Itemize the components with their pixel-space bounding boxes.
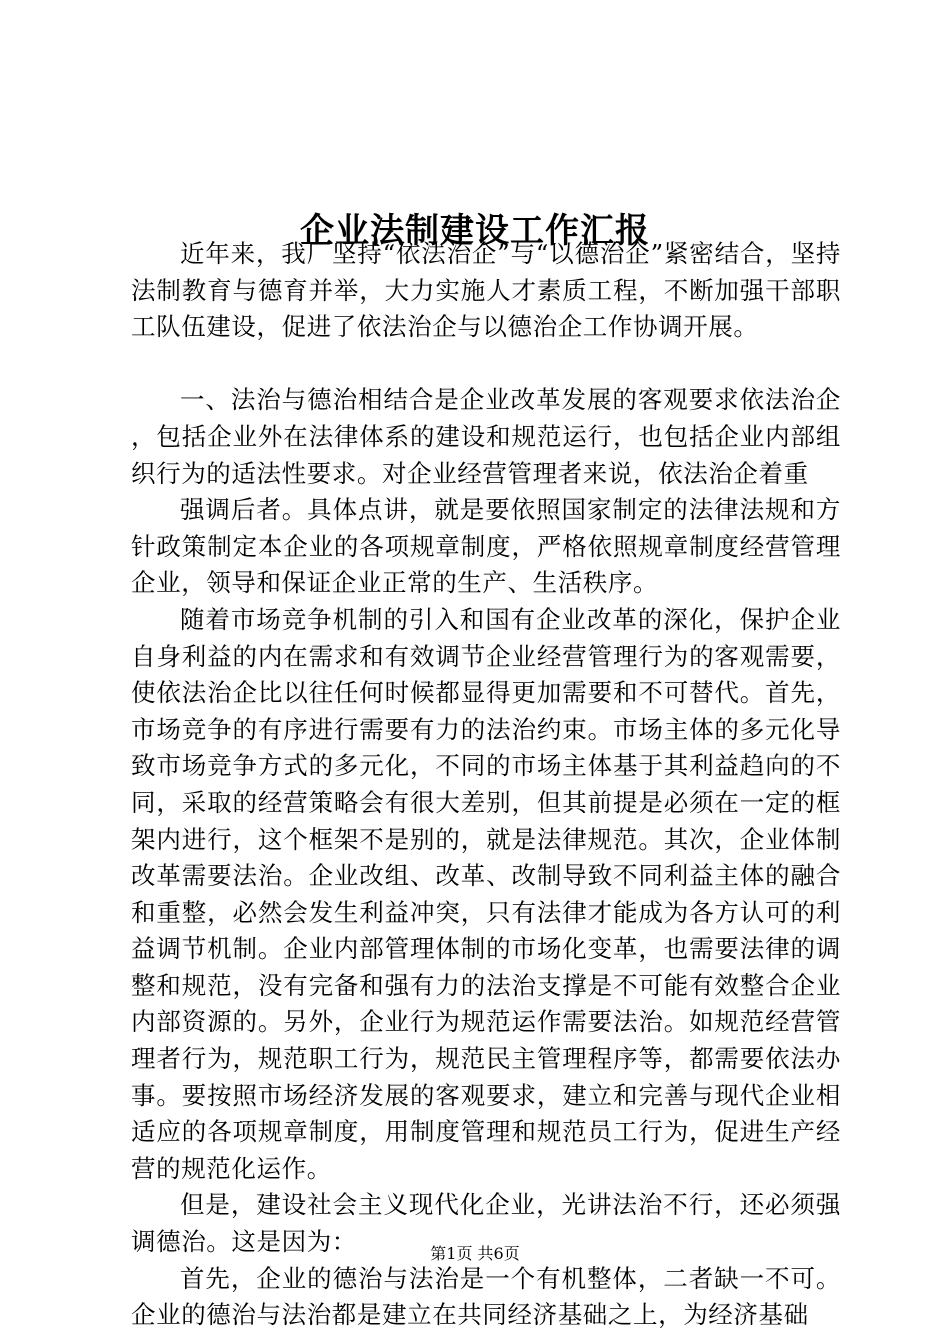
paragraph-market-competition: 随着市场竞争机制的引入和国有企业改革的深化，保护企业自身利益的内在需求和有效调节企业经营管理行为的客观需要，使依法治企比以往任何时候都显得更加需要和不可替代。首先，市场竞争的有序进行需要有力的法治约束。市场主体的多元化导致市场竞争方式的多元化，不同的市场主体基于其利益趋向的不同，采取的经营策略会有很大差别，但其前提是必须在一定的框架内进行，这个框架不是别的，就是法律规范。其次，企业体制改革需要法治。企业改组、改革、改制导致不同利益主体的融合和重整，必然会发生利益冲突，只有法律才能成为各方认可的利益调节机制。企业内部管理体制的市场化变革，也需要法律的调整和规范，没有完备和强有力的法治支撑是不可能有效整合企业内部资源的。另外，企业行为规范运作需要法治。如规范经营管理者行为，规范职工行为，规范民主管理程序等，都需要依法办事。要按照市场经济发展的客观要求，建立和完善与现代企业相适应的各项规章制度，用制度管理和规范员工行为，促进生产经营的规范化运作。 [131, 604, 841, 1183]
document-body [131, 236, 841, 1334]
document-title: 企业法制建设工作汇报 [300, 210, 650, 251]
paragraph-intro: 近年来，我厂坚持“依法治企”与“以德治企”紧密结合，坚持法制教育与德育并举，大力实施人才素质工程，不断加强干部职工队伍建设，促进了依法治企与以德治企工作协调开展。 [131, 239, 841, 342]
paragraph-first-point: 首先，企业的德治与法治是一个有机整体，二者缺一不可。企业的德治与法治都是建立在共同经济基础之上，为经济基础 [131, 1263, 841, 1330]
paragraph-section-one: 一、法治与德治相结合是企业改革发展的客观要求依法治企，包括企业外在法律体系的建设和规范运行，也包括企业内部组织行为的适法性要求。对企业经营管理者来说，依法治企着重 [131, 385, 841, 488]
paragraph-moral-governance: 但是，建设社会主义现代化企业，光讲法治不行，还必须强调德治。这是因为： [131, 1190, 841, 1257]
page-number-footer: 第1页 共6页 [430, 1244, 520, 1263]
paragraph-emphasis: 强调后者。具体点讲，就是要依照国家制定的法律法规和方针政策制定本企业的各项规章制度，严格依照规章制度经营管理企业，领导和保证企业正常的生产、生活秩序。 [131, 495, 841, 598]
